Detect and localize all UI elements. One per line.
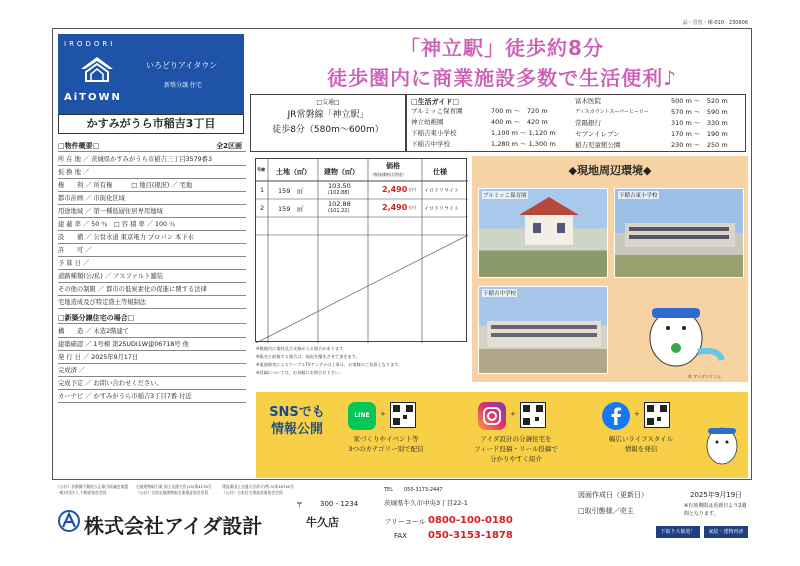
instagram-description: アイダ設計の分譲住宅を フィード投稿・リール投稿で 分かりやすく紹介: [474, 435, 558, 463]
facilities-box: □生活ガイド□ ブルミッこ保育園 700 m 〜 720 m 神立幼稚園 400 m 〜 420 m 下稲吉東小学校 1,100 m 〜 1,120 m 下稲吉中学校 1,280 m 〜 1,300 m 富木医院 500 m 〜 520 m ディスカウントスーパーヒーロー 570 m 〜 590 m 常陽銀行 310 m 〜 330 m セブンイレブン 170 m 〜 190 m 稲吉児童館公園 230 m 〜 250 m: [406, 94, 746, 152]
row1-price: 2,490: [382, 185, 408, 194]
fax-label: FAX: [394, 532, 407, 540]
table-row: 権 利 ／ 所有権 □ 地目(現況) ／ 宅地: [58, 180, 246, 192]
table-row: 発 行 日 ／ 2025年9月17日: [58, 352, 246, 364]
row2-spec: イロドリライト: [424, 206, 459, 212]
brand-name: いろどりアイタウン: [146, 61, 218, 70]
note: ※詳細については、お気軽にお問合せ下さい。: [256, 370, 344, 375]
junior-high-building-image: [487, 319, 601, 349]
brand-bottom: AiTOWN: [64, 92, 122, 103]
table-row: 完成予定 ／ お問い合わせください。: [58, 378, 246, 390]
table-row: 宅地造成及び特定盛土等規制法: [58, 297, 246, 309]
table-row: 用途地域 ／ 第一種低層住居専用地域: [58, 206, 246, 218]
sns-band: [256, 392, 748, 478]
line-icon[interactable]: LINE: [348, 402, 376, 430]
license: （公社）全国宅地建物取引業保証協会会員: [136, 490, 209, 495]
table-row: その他の制限 ／ 都市の低炭素化の促進に関する法律: [58, 284, 246, 296]
photo-junior-high: [478, 286, 608, 374]
qr-code-facebook[interactable]: [644, 402, 670, 428]
price-table: [255, 158, 467, 342]
header-spec: 仕様: [433, 168, 447, 176]
plus-icon: +: [380, 410, 386, 418]
table-row: 都市計画 ／ 市街化区域: [58, 193, 246, 205]
qr-code-instagram[interactable]: [520, 402, 546, 428]
company-name: 株式会社アイダ設計: [84, 514, 263, 538]
row1-spec: イロドリライト: [424, 188, 459, 194]
header-building: 建物（㎡）: [324, 168, 359, 176]
license: （公社）日本住宅建設産業協会会員: [222, 490, 283, 495]
table-row: 完成済 ／: [58, 365, 246, 377]
plus-icon: +: [634, 410, 640, 418]
creation-date: 2025年9月19日: [690, 491, 743, 499]
store-address: 茨城県牛久市中央3丁目22-1: [384, 499, 468, 507]
property-summary: [58, 140, 246, 480]
notes: [256, 345, 466, 377]
sns-title: SNSでも情報公開: [269, 405, 325, 437]
table-row: 道路種類(公/私) ／ アスファルト舗装: [58, 271, 246, 283]
photo-caption: ブルミッこ保育園: [483, 193, 527, 199]
note: ※電波障害によるケーブルTVアンテナの工事は、お客様のご負担となります。: [256, 362, 403, 367]
row1-building-sub: (102.88): [328, 190, 350, 196]
table-row: 許 可 ／: [58, 245, 246, 257]
note: ※敷地内に電柱及び支線が入る場合があります。: [256, 346, 348, 351]
date-label: 図面作成日（更新日）: [578, 491, 648, 499]
facilities-title: □生活ガイド□: [411, 98, 460, 106]
header-price: 価格: [386, 162, 400, 170]
freecall-number[interactable]: 0800-100-0180: [428, 515, 513, 526]
table-row: 所 在 地 ／ 茨城県かすみがうら市稲吉三丁目3579番3: [58, 154, 246, 166]
zip-code: 300 - 1234: [320, 500, 359, 508]
table-row: 予 算 日 ／: [58, 258, 246, 270]
brand-category: 新築分譲 住宅: [164, 82, 202, 89]
sections-count: 全2区画: [216, 142, 242, 150]
house-logo-icon: [80, 56, 114, 82]
nursery-building-image: [519, 197, 579, 247]
property-title: □物件概要□ 全2区画: [58, 140, 246, 152]
address-banner: かすみがうら市稲吉3丁目: [58, 114, 244, 134]
headline-convenience: 徒歩圏内に商業施設多数で生活便利♪: [327, 66, 677, 90]
appraisal-badge: 家紋・建物再評: [704, 526, 748, 538]
row1-unit: 万円: [408, 187, 416, 192]
surroundings-title: ◆現地周辺環境◆: [568, 164, 652, 177]
line-description: 家づくりやイベント等 3つのカテゴリー別で配信: [348, 435, 424, 453]
note: ※販売と前後する場合は、現況を優先させて頂きます。: [256, 354, 360, 359]
mascot-small-image: [702, 414, 742, 470]
table-row: 構 造 ／ 木造2階建て: [58, 326, 246, 338]
validity-disclaimer: ※有効期限は更新日より2週間となります。: [684, 503, 747, 517]
zip-mark: 〒: [296, 501, 303, 509]
transport-box: [250, 94, 406, 152]
qr-code-line[interactable]: [390, 402, 416, 428]
headline-station: 「神立駅」徒歩約8分: [400, 36, 604, 60]
row2-building-sub: (101.22): [328, 208, 350, 214]
table-row: 建 蔽 率 ／ 50 ％ □ 容 積 率 ／ 100 ％: [58, 219, 246, 231]
sub-title: □新築分譲住宅の場合□: [58, 312, 246, 324]
transport-title: □交通□: [316, 99, 340, 106]
mascot-credit: © アイダコウくん: [688, 374, 721, 379]
row2-land: 159 ㎡: [278, 205, 304, 213]
row2-building: 102.88: [328, 200, 351, 208]
row2-no: 2: [260, 204, 265, 212]
tel-label: TEL: [384, 487, 393, 493]
transaction-mode: □取引態様／売主: [578, 507, 634, 515]
license: 建設業国土交通大臣許可(特-3)第16745号: [222, 484, 294, 489]
school-building-image: [625, 219, 735, 249]
branch-name: 牛久店: [306, 516, 339, 529]
trade-in-badge: 下取り大歓迎！: [656, 526, 700, 538]
license: 一般社団法人 不動産協会会員: [56, 490, 107, 495]
tel-number: 050-3173-2447: [404, 487, 443, 493]
mascot-character-image: [636, 282, 726, 372]
photo-caption: 下稲吉東小学校: [619, 193, 658, 199]
brand-logo: [58, 34, 244, 114]
brand-top: IRODORI: [64, 40, 116, 48]
license: （公社）首都圏不動産公正取引協議会加盟: [56, 484, 129, 489]
transport-line: JR常磐線「神立駅」: [287, 110, 369, 120]
row2-unit: 万円: [408, 205, 416, 210]
facebook-icon[interactable]: [602, 402, 630, 430]
header-no: 号棟: [257, 167, 265, 172]
table-row: カーナビ ／ かすみがうら市稲吉3丁目7番 付近: [58, 391, 246, 403]
header-land: 土地（㎡）: [276, 168, 311, 176]
transport-walk: 徒歩8分（580m〜600m）: [272, 125, 384, 135]
row1-land: 159 ㎡: [278, 187, 304, 195]
header-price-note: （税抜価格は別途）: [370, 172, 406, 177]
photo-nursery: [478, 188, 608, 278]
table-row: 設 備 ／ 公営水道 東京電力 プロパン 本下水: [58, 232, 246, 244]
facebook-description: 幅広いライフスタイル 情報を発信: [608, 435, 674, 453]
license: 宅地建物取引業 国土交通大臣(15)第4176号: [136, 484, 212, 489]
photo-caption: 下稲吉中学校: [483, 291, 517, 297]
freecall-label: フリーコール: [384, 518, 426, 526]
table-row: 建築確認 ／ 1号棟 第25UDI1W建06718号 他: [58, 339, 246, 351]
instagram-icon[interactable]: [478, 402, 506, 430]
row1-no: 1: [260, 186, 265, 194]
table-row: 仮 換 地 ／: [58, 167, 246, 179]
aida-logo-icon: [58, 510, 80, 532]
row2-price: 2,490: [382, 203, 408, 212]
photo-elementary-school: [614, 188, 744, 278]
fax-number: 050-3153-1878: [428, 530, 513, 541]
document-code: 品・岩管・棟-010 230606: [682, 20, 748, 26]
row1-building: 103.50: [328, 182, 351, 190]
plus-icon: +: [510, 410, 516, 418]
